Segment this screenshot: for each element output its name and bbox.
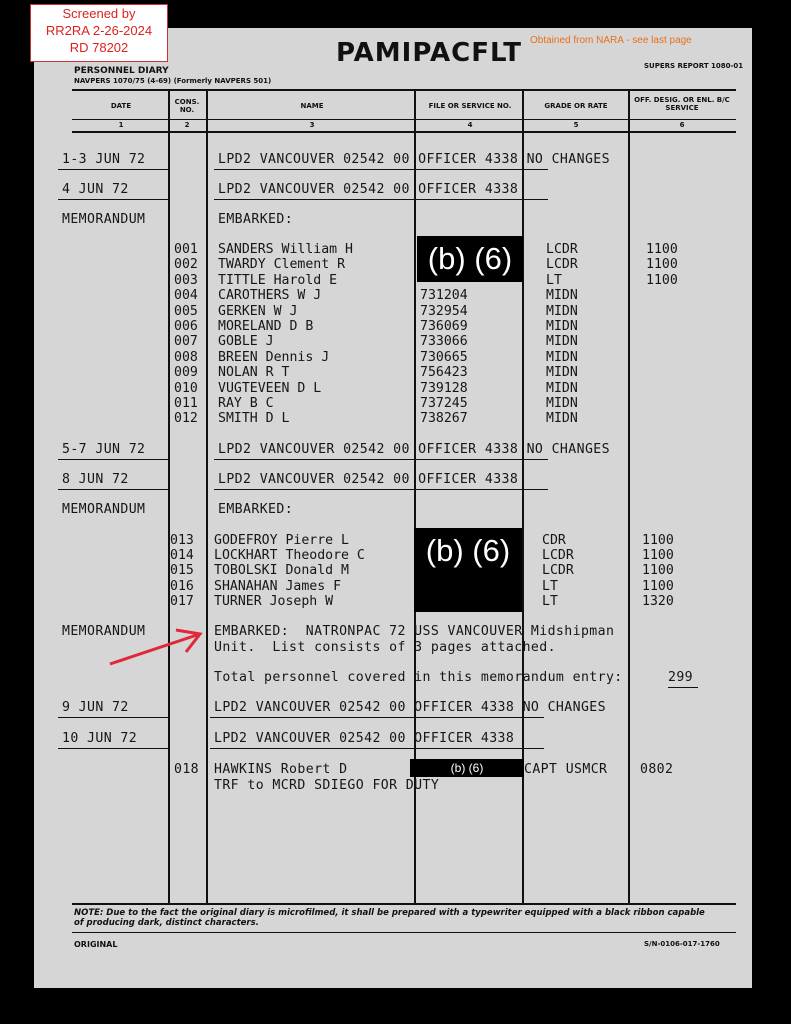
entry-underline (58, 717, 168, 718)
designator: 0802 (640, 762, 674, 777)
person-name: RAY B C (218, 396, 274, 411)
grade: MIDN (546, 380, 578, 396)
transfer-note: TRF to MCRD SDIEGO FOR DUTY (214, 778, 440, 793)
cons-no: 002 (174, 257, 198, 273)
person-name: GERKEN W J (218, 303, 298, 319)
cons-no: 013 (170, 533, 194, 548)
person-name: MORELAND D B (218, 319, 314, 334)
col-num-2: 2 (184, 121, 190, 129)
entry-underline (58, 199, 168, 200)
entry-text: LPD2 VANCOUVER 02542 00 OFFICER 4338 NO CHANGES (218, 152, 610, 167)
report-code: SUPERS REPORT 1080-01 (644, 62, 744, 70)
cons-no: 017 (170, 593, 194, 609)
designator: 1100 (642, 578, 674, 594)
grade: CDR (542, 533, 566, 548)
stamp-line-3: RD 78202 (69, 40, 129, 55)
col-num-5: 5 (573, 121, 579, 129)
memorandum-label: MEMORANDUM (62, 624, 146, 639)
entry-underline (214, 169, 548, 170)
stamp-line-2: RR2RA 2-26-2024 (45, 23, 153, 38)
memorandum-text: EMBARKED: (218, 212, 294, 227)
entry-date: 5-7 JUN 72 (62, 442, 146, 457)
header-rule-bottom (72, 131, 736, 133)
cons-no: 003 (174, 272, 198, 288)
cons-no: 016 (170, 578, 194, 594)
grade: MIDN (546, 411, 578, 427)
col-num-6: 6 (679, 121, 685, 129)
cons-no: 005 (174, 303, 198, 319)
entry-date: 10 JUN 72 (62, 731, 138, 746)
table-bottom-rule (72, 903, 736, 905)
person-name: BREEN Dennis J (218, 349, 330, 365)
entry-text: LPD2 VANCOUVER 02542 00 OFFICER 4338 (218, 472, 519, 487)
person-name: CAROTHERS W J (218, 288, 322, 304)
cons-no: 015 (170, 563, 194, 579)
designator: 1100 (642, 548, 674, 564)
service-no: 732954 (420, 303, 468, 319)
grade: LT (546, 272, 562, 288)
person-name: SHANAHAN James F (214, 578, 342, 594)
service-no: 738267 (420, 411, 468, 427)
col-divider-5 (628, 89, 630, 905)
form-number: NAVPERS 1070/75 (4-69) (Formerly NAVPERS 501) (74, 77, 272, 85)
service-no: 737245 (420, 396, 468, 411)
red-arrow-annotation (106, 628, 206, 668)
grade: MIDN (546, 288, 578, 304)
cons-no: 004 (174, 288, 198, 304)
grade: MIDN (546, 365, 578, 381)
footer-original: ORIGINAL (74, 940, 118, 949)
stamp-line-1: Screened by (62, 6, 136, 21)
grade: LT (542, 578, 558, 594)
cons-no: 018 (174, 762, 200, 777)
person-name: TWARDY Clement R (218, 257, 346, 273)
col-num-1: 1 (118, 121, 124, 129)
entry-underline (210, 717, 544, 718)
total-personnel-value: 299 (668, 670, 694, 685)
redaction-box (414, 528, 522, 612)
person-name: GOBLE J (218, 334, 274, 350)
cons-no: 009 (174, 365, 198, 381)
service-no: 756423 (420, 365, 468, 381)
designator: 1100 (642, 533, 674, 548)
memorandum-label: MEMORANDUM (62, 502, 146, 517)
memorandum-line-1: EMBARKED: NATRONPAC 72 USS VANCOUVER Midshipman (214, 624, 615, 639)
grade: MIDN (546, 319, 578, 334)
grade: LCDR (542, 563, 574, 579)
cons-no: 014 (170, 548, 194, 564)
col-divider-2 (206, 89, 208, 905)
redaction-label: (b) (6) (425, 533, 511, 568)
grade: LCDR (546, 242, 578, 257)
col-header-grade: GRADE OR RATE (544, 102, 608, 110)
grade: MIDN (546, 334, 578, 350)
grade: LT (542, 593, 558, 609)
entry-date: 1-3 JUN 72 (62, 152, 146, 167)
designator: 1100 (646, 257, 678, 273)
grade: MIDN (546, 349, 578, 365)
grade: MIDN (546, 396, 578, 411)
cons-no: 001 (174, 242, 198, 257)
entry-underline (58, 459, 168, 460)
entry-date: 9 JUN 72 (62, 700, 129, 715)
col-header-service-no: FILE OR SERVICE NO. (428, 102, 512, 110)
screening-stamp (30, 4, 168, 62)
redaction-box: (b) (6) (417, 236, 523, 282)
person-name: NOLAN R T (218, 365, 290, 381)
person-name: VUGTEVEEN D L (218, 380, 322, 396)
cons-no: 010 (174, 380, 198, 396)
entry-date: 4 JUN 72 (62, 182, 129, 197)
person-name: GODEFROY Pierre L (214, 533, 349, 548)
footer-note: NOTE: Due to the fact the original diary is microfilmed, it shall be prepared with a typewriter equipped with a black ribbon capable of producing dark, distinct characters. (74, 908, 705, 928)
grade: LCDR (546, 257, 578, 273)
page-title: PAMIPACFLT (336, 38, 522, 68)
grade: CAPT USMCR (524, 762, 608, 777)
service-no: 733066 (420, 334, 468, 350)
diary-page (34, 28, 752, 988)
grade: MIDN (546, 303, 578, 319)
service-no: 739128 (420, 380, 468, 396)
designator: 1320 (642, 593, 674, 609)
memorandum-line-2: Unit. List consists of 3 pages attached. (214, 640, 556, 655)
col-num-4: 4 (467, 121, 473, 129)
person-name: SMITH D L (218, 411, 290, 427)
entry-underline (214, 459, 548, 460)
person-name: HAWKINS Robert D (214, 762, 348, 777)
entry-underline (210, 748, 544, 749)
redaction-box: (b) (6) (410, 759, 524, 777)
col-divider-4 (522, 89, 524, 905)
person-name: LOCKHART Theodore C (214, 548, 365, 564)
cons-no: 006 (174, 319, 198, 334)
designator: 1100 (646, 242, 678, 257)
footer-rule (72, 932, 736, 933)
entry-underline (58, 489, 168, 490)
service-no: 730665 (420, 349, 468, 365)
entry-underline (214, 489, 548, 490)
memorandum-text: EMBARKED: (218, 502, 294, 517)
col-header-desig: OFF. DESIG. OR ENL. B/C SERVICE (634, 96, 730, 112)
person-name: TOBOLSKI Donald M (214, 563, 349, 579)
person-name: TITTLE Harold E (218, 272, 338, 288)
nara-note: Obtained from NARA - see last page (530, 35, 692, 46)
header-rule-top (72, 89, 736, 91)
entry-date: 8 JUN 72 (62, 472, 129, 487)
total-underline (668, 687, 698, 688)
entry-underline (58, 169, 168, 170)
form-name: PERSONNEL DIARY (74, 66, 169, 76)
col-header-name: NAME (300, 102, 324, 110)
col-divider-1 (168, 89, 170, 905)
col-num-3: 3 (309, 121, 315, 129)
person-name: TURNER Joseph W (214, 593, 334, 609)
grade: LCDR (542, 548, 574, 564)
col-header-cons-no: CONS. NO. (174, 98, 200, 114)
entry-text: LPD2 VANCOUVER 02542 00 OFFICER 4338 NO CHANGES (218, 442, 610, 457)
header-rule-mid (72, 119, 736, 120)
col-header-date: DATE (110, 102, 132, 110)
service-no: 731204 (420, 288, 468, 304)
designator: 1100 (646, 272, 678, 288)
entry-text: LPD2 VANCOUVER 02542 00 OFFICER 4338 (214, 731, 515, 746)
person-name: SANDERS William H (218, 242, 353, 257)
entry-underline (58, 748, 168, 749)
cons-no: 007 (174, 334, 198, 350)
footer-stock-number: S/N-0106-017-1760 (644, 940, 720, 948)
designator: 1100 (642, 563, 674, 579)
memorandum-label: MEMORANDUM (62, 212, 146, 227)
cons-no: 008 (174, 349, 198, 365)
cons-no: 012 (174, 411, 198, 427)
entry-text: LPD2 VANCOUVER 02542 00 OFFICER 4338 (218, 182, 519, 197)
entry-underline (214, 199, 548, 200)
entry-text: LPD2 VANCOUVER 02542 00 OFFICER 4338 NO CHANGES (214, 700, 606, 715)
service-no: 736069 (420, 319, 468, 334)
cons-no: 011 (174, 396, 198, 411)
total-personnel-label: Total personnel covered in this memorandum entry: (214, 670, 623, 685)
